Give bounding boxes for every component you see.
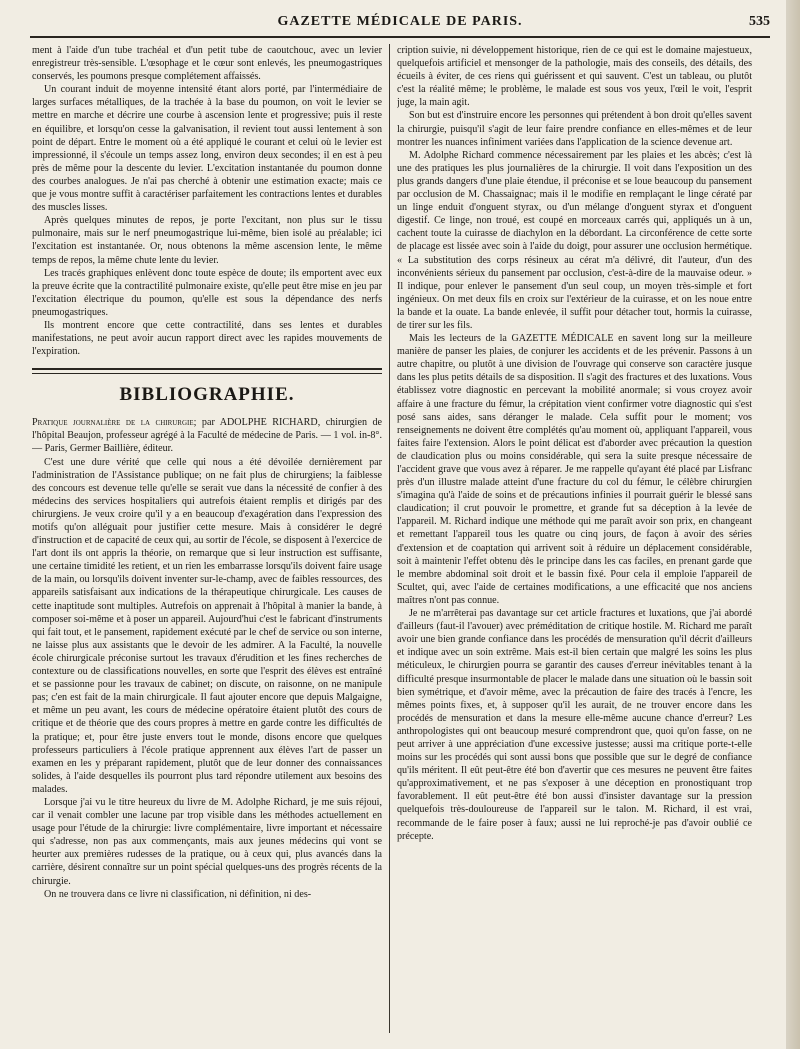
book-reference [32, 416, 382, 455]
book-title: Pratique journalière de la chirurgie [32, 417, 194, 429]
body-paragraph: Ils montrent encore que cette contractilité, dans ses lentes et durables manifestations, ne peut avoir aucun rapport direct avec les rapides mouvements de l'expiration. [32, 319, 382, 358]
right-column [397, 44, 752, 1035]
book-details: ; par ADOLPHE RICHARD, chirurgien de l'hôpital Beaujon, professeur agrégé à la Faculté de médecine de Paris. — 1 vol. in-8°. — Paris, Germer Baillière, éditeur. [32, 417, 382, 455]
body-paragraph: Un courant induit de moyenne intensité étant alors porté, par l'intermédiaire de larges surfaces métalliques, de la trachée à la base du poumon, on voit le levier se mettre en marche et décrire une courbe à ascension lente et progressive; puis il reste en équilibre, et lorsqu'on cesse la galvanisation, il revient tout aussi lentement à son point de départ. Entre le moment où a été appliqué le courant et celui où le levier est impressionné, il s'écoule un temps assez long, environ deux secondes; il en est à peu près de même pour la descente du levier. L'excitation instantanée du poumon donne des courbes analogues. Je n'ai pas cherché à obtenir une estimation exacte; mais ce que je vous montre suffit à caractériser parfaitement les contractions lentes et durables des muscles lisses. [32, 84, 382, 214]
body-paragraph: On ne trouvera dans ce livre ni classification, ni définition, ni des- [44, 888, 312, 900]
body-paragraph: Lorsque j'ai vu le titre heureux du livre de M. Adolphe Richard, je me suis réjoui, car il venait combler une lacune par trop visible dans les méthodes actuellement en usage pour l'étude de la chirurgie: livre complémentaire, livre important et nécessaire qui s'adresse, non pas aux commençants, mais aux jeunes médecins qui vont se heurter aux premières rudesses de la pratique, ou à ceux qui, plus avancés dans la carrière, désirent connaître sur un point spécial quelques-uns des progrès récents de la chirurgie. [32, 796, 382, 887]
page-header [30, 10, 770, 38]
body-paragraph: C'est une dure vérité que celle qui nous a été dévoilée dernièrement par l'administration de l'Assistance publique; on ne fait plus de chirurgiens; la faiblesse des concours est devenue telle qu'elle se serait vue dans la nécessité de confier à des médecins des services hospitaliers qui autrefois étaient remplis et dirigés par des chirurgiens. Je veux croire qu'il y a en beaucoup d'exagération dans l'expression des motifs qu'on alléguait pour justifier cette mesure. Mais à considérer le degré d'instruction et de capacité de ceux qui, au sortir de l'école, se disposent à l'exercice de l'art dont ils ont appris la théorie, on remarque que si leur instruction est suffisante, une certaine timidité les retient, et un rien les embarrasse lorsqu'ils doivent faire usage de la main, ou lorsqu'ils doivent inventer sur-le-champ, avec de faibles ressources, des appareils satisfaisant aux indications de la thérapeutique chirurgicale. Les causes de cette inaptitude sont multiples. Autrefois on apprenait à l'hôpital à manier la bande, à composer soi-même et à poser un appareil. Aujourd'hui c'est le fabricant d'instruments qui fait tout, et le pansement, rapidement exécuté par le chef de service ou son interne, ne laisse plus aux assistants que le devoir de les admirer. A la Faculté, la nouvelle école chirurgicale préconise surtout les travaux d'érudition et les fines recherches de contexture ou de classifications nouvelles, en sorte que l'esprit des élèves est entraîné et se passionne pour les travaux de cabinet; on discute, on raisonne, on ne manipule pas; c'en est fait de la main chirurgicale. Il faut ajouter encore que depuis Malgaigne, et même un peu avant, les cours de médecine opératoire étaient plutôt des cours de critique et de théorie que des cours propres à mettre en garde contre les difficultés de la pratique; et, pour être juste envers tout le monde, disons encore que quelques professeurs particuliers à l'école pratique apprennent aux élèves l'art de passer un examen en les y préparant rapidement, plutôt que de leur donner des connaissances solides, à l'aide desquelles ils pourront plus tard répondre utilement aux besoins des malades. [32, 456, 382, 795]
body-paragraph: cription suivie, ni développement historique, rien de ce qui est le domaine majestueux, quelquefois artificiel et mensonger de la pathologie, mais des conseils, des détails, des écueils à éviter, de ces riens qui guérissent et qui sauvent. C'est un tableau, ou plutôt c'est la réalité même; le problème, le malade est sous vos yeux, l'œil le voit, l'esprit juge, la main agit. [397, 45, 752, 109]
column-divider [389, 44, 390, 1033]
section-divider [32, 373, 382, 374]
body-paragraph: Mais les lecteurs de la GAZETTE MÉDICALE en savent long sur la meilleure manière de panser les plaies, de conjurer les accidents et de les prévenir. Passons à un autre chapitre, ou plutôt à une division de l'ouvrage qui conserve son caractère jusque dans les plus petits détails de sa disposition. Il s'agit des fractures et des luxations. Vous établissez votre diagnostic en percevant la mobilité anormale; si vous croyez avoir affaire à une fracture du fémur, la crépitation vient confirmer votre diagnostic qui s'est posé sans aides, sans déranger le malade. Cela suffit pour le moment; vos renseignements ne doivent être complétés qu'au moment où, appliquant l'appareil, vous faites faire l'extension. Alors le point délicat est d'aborder avec précaution la question de claudication plus ou moins considérable, qui sera la suite presque nécessaire de l'accident grave que vous avez à réparer. Je me rappelle qu'ayant été placé par Lisfranc près d'un illustre malade atteint d'une fracture du col du fémur, le célèbre chirurgien s'imagina qu'à l'aide de soins et de précautions infinies il pourrait guérir le blessé sans claudication; il crut pouvoir le promettre, et grande fut sa déception à la levée de l'appareil. M. Richard indique une méthode qui me paraît avoir son prix, en changeant et remettant l'appareil tous les quatre ou cinq jours, de façon à avoir des séries d'extension et de coaptation qui arrivent soit à réduire un déplacement considérable, soit à maintenir l'effet obtenu dès le principe dans les cas faciles, en prenant garde que le membre abdominal soit droit et le bassin fixé. Pour cela il emploie l'appareil de Scultet, qui, avec l'aide de certaines modifications, a une efficacité que nos anciens maîtres n'ont pas connue. [397, 333, 752, 606]
section-title: BIBLIOGRAPHIE. [119, 384, 295, 406]
body-paragraph: M. Adolphe Richard commence nécessairement par les plaies et les abcès; c'est là une des pratiques les plus journalières de la chirurgie. Il voit dans l'exposition un des plus grands dangers d'une plaie étendue, il préconise et se loue beaucoup du pansement par occlusion de M. Chassaignac; mais il le modifie en remplaçant le linge cératé par un linge enduit d'onguent styrax, ou d'un mélange d'onguent styrax et d'onguent digestif. Ce linge, non troué, est coupé en morceaux carrés qui, appliqués un à un, cachent toute la cuirasse de diachylon en la débordant. La circonférence de cette sorte de placage est lissée avec soin à l'aide du doigt, pour assurer une occlusion hermétique. « La substitution des corps résineux au cérat m'a délivré, dit l'auteur, d'un des inconvénients sérieux du pansement par occlusion, c'est-à-dire de la mauvaise odeur. » Il indique, pour enlever le pansement d'un seul coup, un moyen très-simple et fort ingénieux. On met deux fils en croix sur l'extérieur de la cuirasse, et on les noue entre la bande et la ouate. La bande enlevée, il suffit pour détacher tout, hormis la cuirasse, de tirer sur les fils. [397, 149, 752, 331]
running-title: GAZETTE MÉDICALE DE PARIS. [277, 14, 523, 29]
body-paragraph: Je ne m'arrêterai pas davantage sur cet article fractures et luxations, que j'ai abordé d'ailleurs (faut-il l'avouer) avec préméditation de critique hostile. M. Richard me paraît avoir une bien grande confiance dans les procédés de mensuration qu'il décrit d'ailleurs et indique avec un soin extrême. Mais est-il bien certain que malgré les soins les plus méticuleux, le chirurgien pourra se garantir des causes d'erreur inévitables tenant à la difficulté presque insurmontable de placer le malade dans une situation où le bassin soit bien symétrique, et d'avoir même, avec la précaution de faire des tracés à l'encre, les mêmes points fixes, et, à supposer qu'il les aurait, de ne trouver encore dans les procédés de mensuration et dans la mesure elle-même aucune chance d'erreur? Les anthropologistes qui ont beaucoup mesuré comprendront que, quoi qu'on fasse, on ne peut arriver à une appréciation d'une excessive justesse; aussi ma critique porte-t-elle moins sur les procédés qui sont aussi bons que possible que sur le degré de confiance qu'ils méritent. Il eût peut-être été bon d'avertir que ces mesures ne peuvent être faites qu'approximativement, et ne pas s'exposer à une déception en pronostiquant trop favorablement. Il eût peut-être été bon aussi d'insister davantage sur la pression quelquefois très-douloureuse de l'appareil sur le talon. M. Richard, il est vrai, recommande de le faire poser à faux; aussi ne lui reproché-je pas d'avoir oublié ce précepte. [397, 608, 752, 842]
body-paragraph: ment à l'aide d'un tube trachéal et d'un petit tube de caoutchouc, avec un levier enregistreur très-sensible. L'œsophage et le cœur sont enlevés, les pneumogastriques conservés, les poumons presque complétement affaissés. [32, 45, 382, 83]
body-paragraph: Les tracés graphiques enlèvent donc toute espèce de doute; ils emportent avec eux la preuve écrite que la contractilité pulmonaire existe, qu'elle peut être mise en jeu par l'excitation électrique du poumon, qu'elle est sous la dépendance des nerfs pneumogastriques. [32, 267, 382, 318]
left-column [32, 44, 382, 1035]
page-edge [786, 0, 800, 1049]
body-paragraph: Après quelques minutes de repos, je porte l'excitant, non plus sur le tissu pulmonaire, mais sur le nerf pneumogastrique lui-même, bien isolé au préalable; ici l'excitation est instantanée. Or, nous obtenons la même ascension lente, le même temps de repos, la même chute lente du levier. [32, 215, 382, 266]
body-paragraph: Son but est d'instruire encore les personnes qui prétendent à bon droit qu'elles savent la chirurgie, puisqu'il s'agit de leur faire prendre confiance en elles-mêmes et de leur montrer les nuances infiniment variées dans l'application de la science devenue art. [397, 110, 752, 148]
section-divider [32, 368, 382, 370]
page-number: 535 [749, 14, 770, 29]
